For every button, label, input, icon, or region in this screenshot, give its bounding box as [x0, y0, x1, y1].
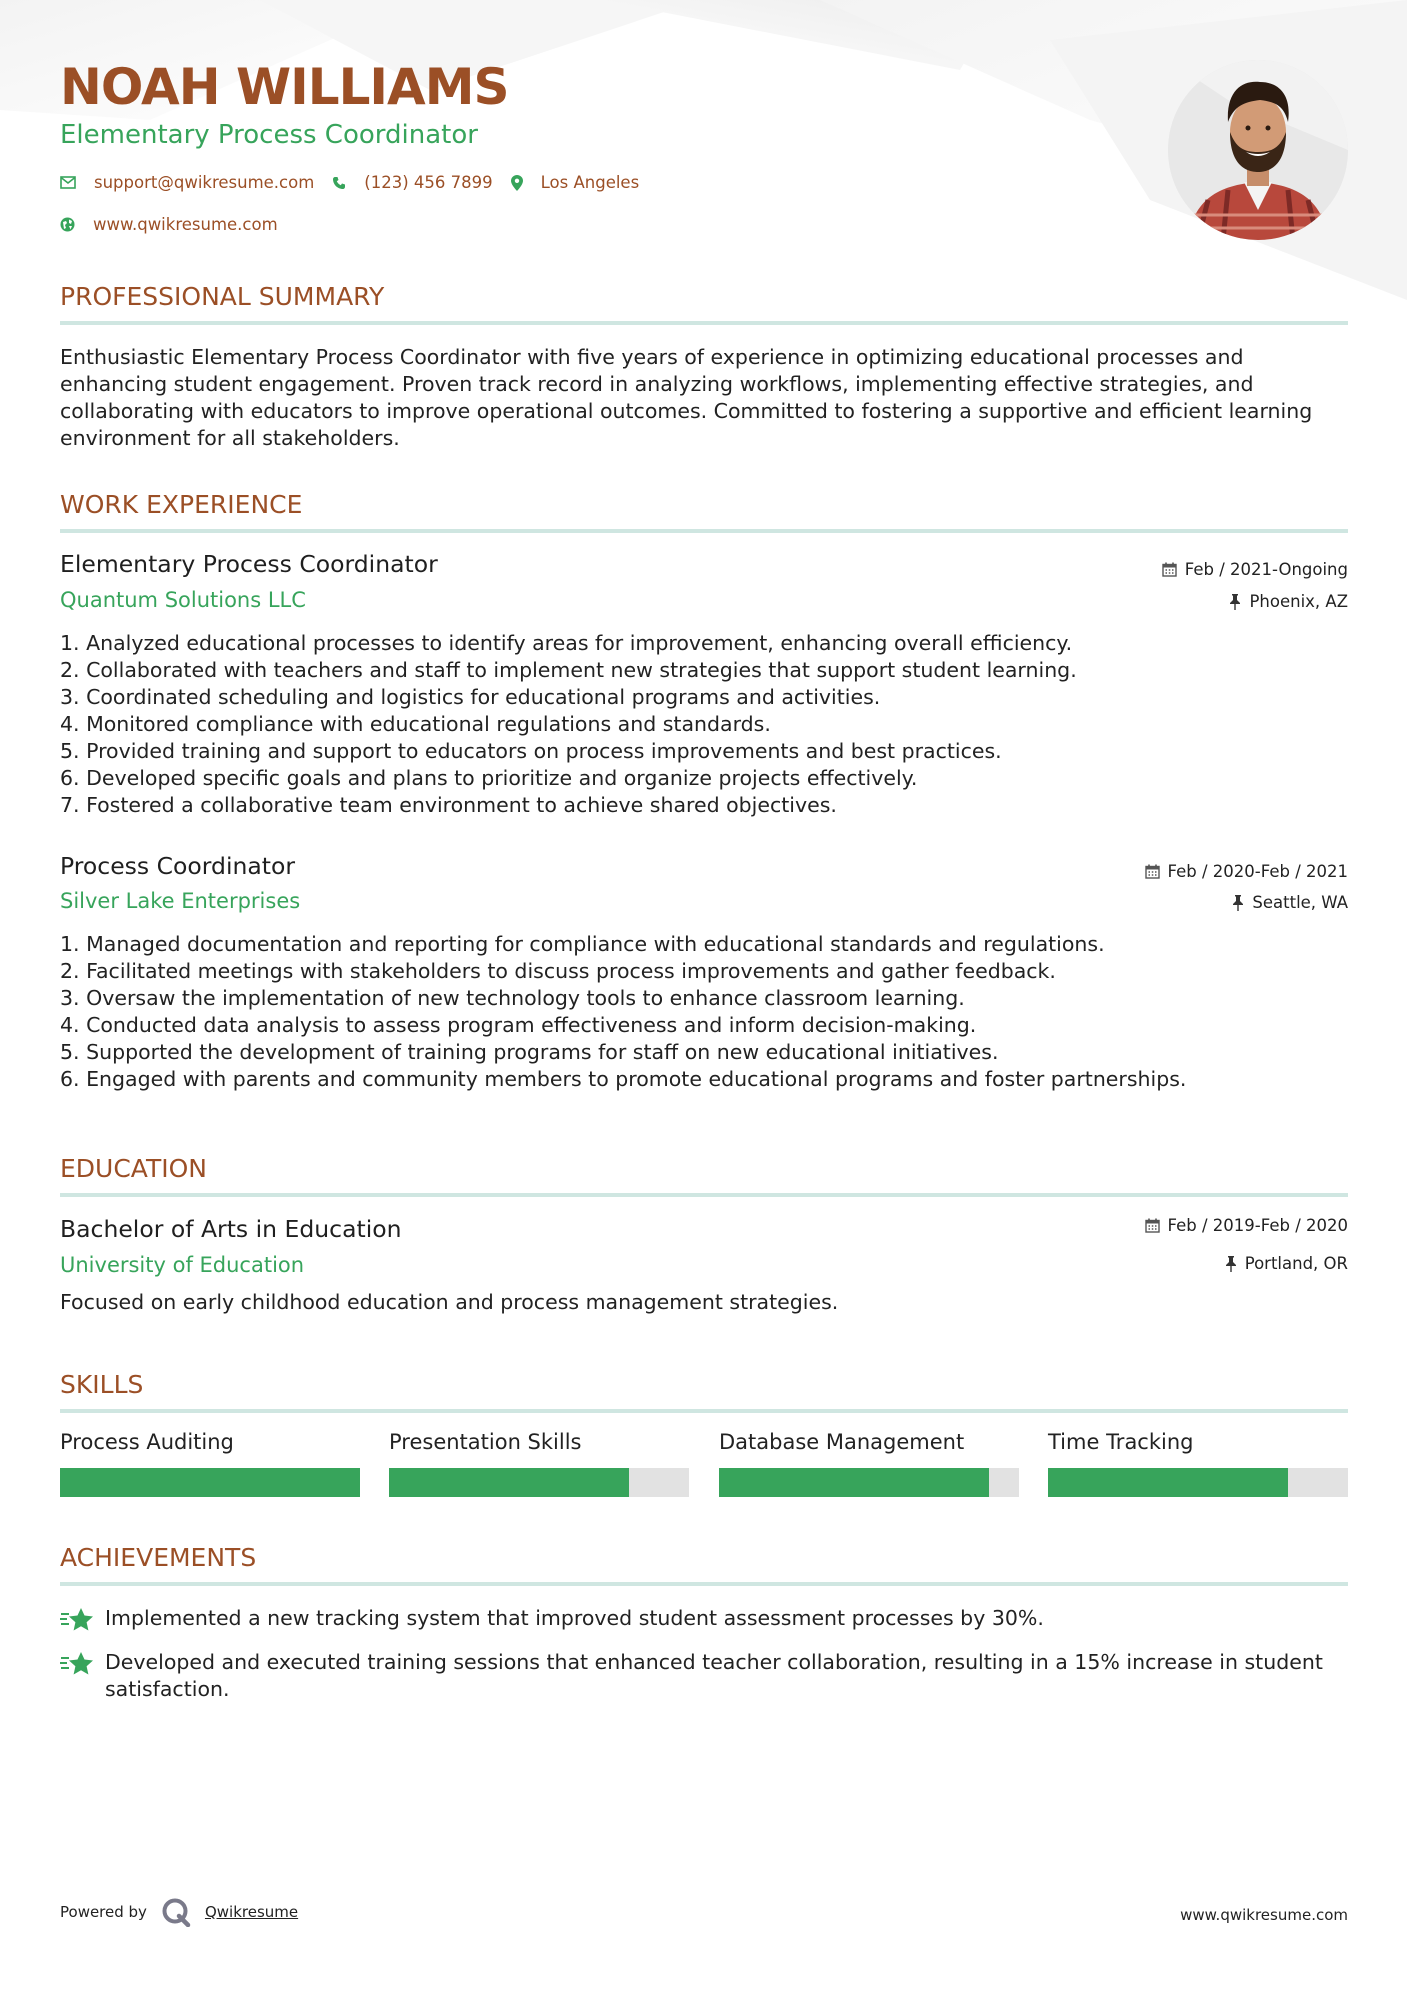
phone-icon — [332, 176, 346, 190]
achievement-text — [105, 1605, 1044, 1640]
degree-title: Bachelor of Arts in Education — [60, 1215, 402, 1243]
phone-item[interactable] — [332, 173, 492, 192]
skill-bar — [60, 1468, 360, 1497]
star-award-icon — [60, 1651, 94, 1677]
education-dates-text: Feb / 2019-Feb / 2020 — [1167, 1216, 1348, 1235]
skill-item — [719, 1430, 1019, 1497]
list-item: 7. Fostered a collaborative team environment to achieve shared objectives. — [60, 793, 837, 817]
website-item[interactable] — [60, 215, 278, 234]
skill-bar — [1048, 1468, 1348, 1497]
list-item: 2. Facilitated meetings with stakeholders to discuss process improvements and gather feedback. — [60, 959, 1056, 983]
job-bullets — [60, 931, 1350, 1093]
job-location-text: Seattle, WA — [1252, 893, 1348, 912]
skill-bar — [719, 1468, 1019, 1497]
website-row — [60, 215, 296, 234]
phone-text: (123) 456 7899 — [364, 173, 493, 192]
pushpin-icon — [1225, 1256, 1237, 1272]
job-bullets — [60, 630, 1350, 819]
education-description: Focused on early childhood education and process management strategies. — [60, 1290, 839, 1314]
qwikresume-logo-icon — [161, 1897, 191, 1927]
achievement-line: satisfaction. — [105, 1677, 230, 1701]
section-divider — [60, 321, 1348, 325]
list-item: 3. Coordinated scheduling and logistics for educational programs and activities. — [60, 685, 881, 709]
section-title-education: EDUCATION — [60, 1154, 207, 1183]
section-divider — [60, 1193, 1348, 1197]
education-location — [1225, 1254, 1348, 1273]
email-item[interactable] — [60, 173, 314, 192]
list-item: 6. Developed specific goals and plans to prioritize and organize projects effectively. — [60, 766, 918, 790]
candidate-name: NOAH WILLIAMS — [60, 58, 509, 116]
globe-icon — [60, 217, 75, 232]
powered-by-label: Powered by — [60, 1903, 147, 1921]
company-name: Silver Lake Enterprises — [60, 889, 301, 913]
location-item — [511, 173, 640, 192]
section-title-experience: WORK EXPERIENCE — [60, 490, 303, 519]
calendar-icon — [1145, 864, 1160, 879]
pushpin-icon — [1229, 594, 1241, 610]
skill-fill — [60, 1468, 360, 1497]
footer-powered-by — [60, 1897, 298, 1927]
job-dates-text: Feb / 2020-Feb / 2021 — [1167, 862, 1348, 881]
section-divider — [60, 1582, 1348, 1586]
education-dates — [1145, 1216, 1348, 1235]
skill-name: Time Tracking — [1048, 1430, 1194, 1454]
section-title-achievements: ACHIEVEMENTS — [60, 1543, 257, 1572]
section-title-skills: SKILLS — [60, 1370, 144, 1399]
skill-item — [1048, 1430, 1348, 1497]
list-item: 4. Conducted data analysis to assess program effectiveness and inform decision-making. — [60, 1013, 977, 1037]
company-name: Quantum Solutions LLC — [60, 588, 306, 612]
section-title-summary: PROFESSIONAL SUMMARY — [60, 282, 385, 311]
avatar — [1168, 60, 1348, 240]
location-text: Los Angeles — [540, 173, 640, 192]
list-item: 6. Engaged with parents and community members to promote educational programs and foster partnerships. — [60, 1067, 1187, 1091]
list-item: 4. Monitored compliance with educational regulations and standards. — [60, 712, 771, 736]
star-award-icon — [60, 1607, 94, 1633]
job-dates — [1145, 862, 1348, 881]
education-location-text: Portland, OR — [1244, 1254, 1348, 1273]
job-location — [1232, 893, 1348, 912]
summary-line: environment for all stakeholders. — [60, 426, 400, 450]
pushpin-icon — [1232, 895, 1244, 911]
website-text: www.qwikresume.com — [93, 215, 278, 234]
email-text: support@qwikresume.com — [94, 173, 315, 192]
envelope-icon — [60, 176, 76, 189]
contact-row — [60, 173, 657, 192]
achievement-line: Developed and executed training sessions that enhanced teacher collaboration, resulting in a 15% increase in student — [105, 1650, 1323, 1674]
section-divider — [60, 529, 1348, 533]
achievement-item — [60, 1649, 1350, 1703]
calendar-icon — [1145, 1218, 1160, 1233]
summary-line: Enthusiastic Elementary Process Coordinator with five years of experience in optimizing educational processes and — [60, 345, 1244, 369]
job-location — [1229, 592, 1348, 611]
skill-name: Database Management — [719, 1430, 965, 1454]
profile-photo — [1168, 60, 1348, 240]
job-dates — [1162, 560, 1348, 579]
qwikresume-link[interactable]: Qwikresume — [204, 1903, 299, 1921]
job-dates-text: Feb / 2021-Ongoing — [1184, 560, 1348, 579]
summary-line: collaborating with educators to improve operational outcomes. Committed to fostering a supportive and efficient learning — [60, 399, 1313, 423]
footer-website[interactable]: www.qwikresume.com — [1180, 1906, 1348, 1924]
candidate-role: Elementary Process Coordinator — [60, 120, 478, 150]
skill-fill — [1048, 1468, 1288, 1497]
list-item: 3. Oversaw the implementation of new technology tools to enhance classroom learning. — [60, 986, 965, 1010]
calendar-icon — [1162, 562, 1177, 577]
job-title: Process Coordinator — [60, 852, 296, 880]
list-item: 5. Provided training and support to educators on process improvements and best practices. — [60, 739, 1002, 763]
achievement-line: Implemented a new tracking system that improved student assessment processes by 30%. — [105, 1606, 1044, 1630]
skill-name: Process Auditing — [60, 1430, 234, 1454]
skill-name: Presentation Skills — [389, 1430, 582, 1454]
list-item: 1. Managed documentation and reporting for compliance with educational standards and regulations. — [60, 932, 1105, 956]
achievement-text — [105, 1649, 1323, 1703]
skill-item — [60, 1430, 360, 1497]
list-item: 1. Analyzed educational processes to identify areas for improvement, enhancing overall efficiency. — [60, 631, 1073, 655]
job-title: Elementary Process Coordinator — [60, 550, 438, 578]
map-pin-icon — [511, 175, 523, 191]
summary-line: enhancing student engagement. Proven track record in analyzing workflows, implementing effective strategies, and — [60, 372, 1254, 396]
skill-bar — [389, 1468, 689, 1497]
section-divider — [60, 1409, 1348, 1413]
skill-item — [389, 1430, 689, 1497]
skill-fill — [389, 1468, 629, 1497]
summary-text — [60, 344, 1350, 452]
job-location-text: Phoenix, AZ — [1249, 592, 1348, 611]
list-item: 2. Collaborated with teachers and staff to implement new strategies that support student learning. — [60, 658, 1077, 682]
school-name: University of Education — [60, 1253, 305, 1277]
skill-fill — [719, 1468, 989, 1497]
list-item: 5. Supported the development of training programs for staff on new educational initiatives. — [60, 1040, 999, 1064]
achievement-item — [60, 1605, 1350, 1640]
